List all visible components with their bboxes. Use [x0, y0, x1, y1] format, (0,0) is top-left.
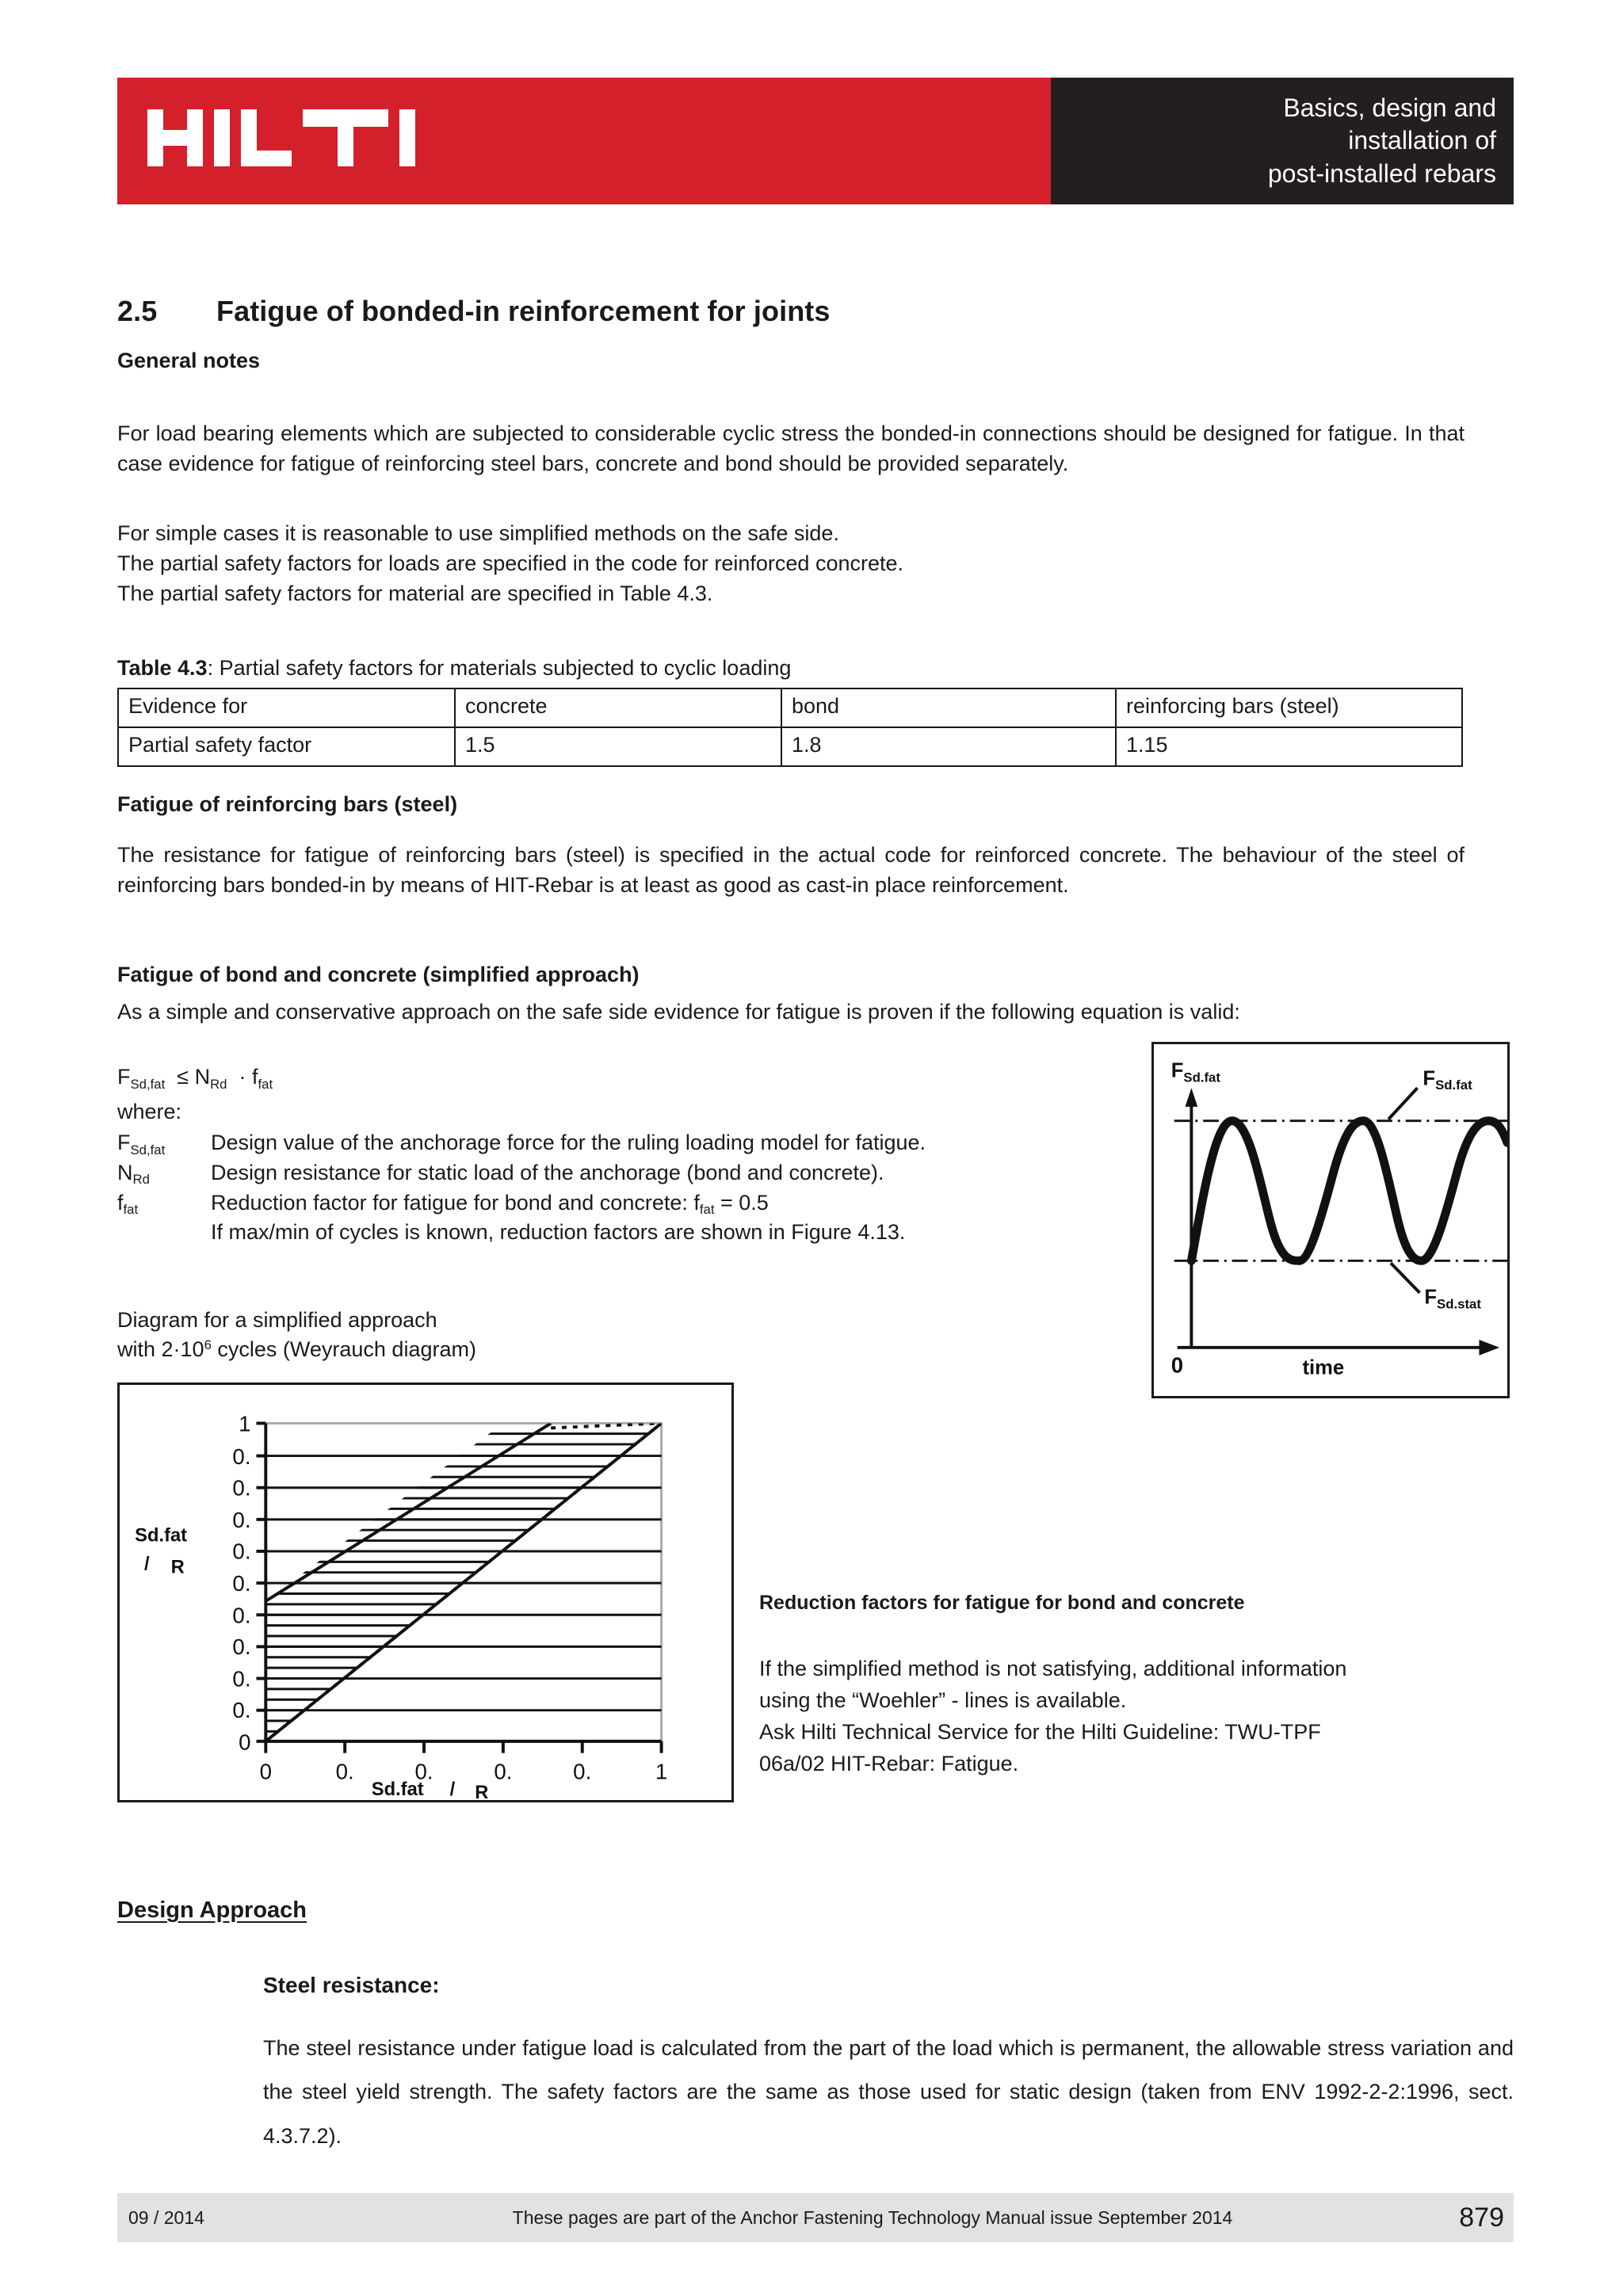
bond-fatigue-heading: Fatigue of bond and concrete (simplified approach) [117, 963, 640, 986]
weyrauch-caption [117, 1306, 476, 1365]
svg-text:0.: 0. [232, 1539, 251, 1564]
partial-safety-factors-table [117, 688, 1463, 767]
general-notes-paragraph: For load bearing elements which are subjected to considerable cyclic stress the bonded-in connections should be designed for fatigue. In that case evidence for fatigue of reinforcing steel bars, concrete and bond should be provided separately. [117, 421, 1465, 476]
svg-text:0.: 0. [232, 1444, 251, 1469]
page-footer [117, 2193, 1514, 2242]
caption-exponent: 6 [204, 1337, 212, 1353]
table-row [118, 688, 1462, 727]
bond-fatigue-intro: As a simple and conservative approach on the safe side evidence for fatigue is proven if the following equation is valid: [117, 1000, 1240, 1024]
steel-resistance-heading: Steel resistance: [263, 1973, 440, 1997]
steel-fatigue-paragraph: The resistance for fatigue of reinforcing bars (steel) is specified in the actual code for reinforced concrete. The behaviour of the steel of reinforcing bars bonded-in by means of HIT-Rebar is at least as good as cast-in place reinforcement. [117, 843, 1465, 898]
definition-text: Design value of the anchorage force for the ruling loading model for fatigue. [211, 1131, 926, 1154]
steel-resistance-block [263, 1973, 1514, 2158]
table-caption-label: Table 4.3 [117, 656, 208, 680]
svg-text:0.: 0. [232, 1634, 251, 1660]
general-notes-line-4: The partial safety factors for material are specified in Table 4.3. [117, 582, 713, 605]
table-cell: 1.15 [1116, 727, 1462, 766]
page-header [117, 78, 1514, 204]
header-title-line-1: Basics, design and [1283, 93, 1496, 122]
general-notes-heading: General notes [117, 349, 261, 372]
general-notes-line-2: For simple cases it is reasonable to use simplified methods on the safe side. [117, 521, 839, 545]
header-brand-panel [117, 78, 1051, 204]
table-row [118, 727, 1462, 766]
definition-symbol [117, 1158, 211, 1188]
symbol-base: f [117, 1190, 124, 1215]
definition-list [117, 1128, 1124, 1248]
svg-text:/: / [449, 1779, 456, 1800]
reduction-factors-line-1: If the simplified method is not satisfying, additional information [759, 1657, 1347, 1680]
svg-text:/: / [144, 1554, 150, 1575]
general-notes-line-3: The partial safety factors for loads are specified in the code for reinforced concrete. [117, 551, 904, 575]
table-cell: Evidence for [118, 688, 455, 727]
svg-text:0.: 0. [232, 1475, 251, 1501]
definition-symbol [117, 1128, 211, 1158]
svg-text:1: 1 [239, 1411, 251, 1436]
symbol-sub: Rd [132, 1172, 150, 1188]
svg-text:0.: 0. [232, 1507, 251, 1532]
page-title [117, 295, 831, 328]
footer-note: These pages are part of the Anchor Fastening Technology Manual issue September 2014 [512, 2206, 1233, 2228]
equation-factor-base: f [251, 1065, 258, 1089]
table-caption-rest: : Partial safety factors for materials subjected to cyclic loading [207, 656, 792, 680]
hilti-logo [147, 116, 480, 166]
equation-rhs-sub: Rd [210, 1076, 227, 1092]
table-cell: reinforcing bars (steel) [1116, 688, 1462, 727]
reduction-factors-line-3: Ask Hilti Technical Service for the Hilti Guideline: TWU-TPF [759, 1720, 1321, 1744]
svg-text:1: 1 [655, 1759, 668, 1784]
steel-resistance-body: The steel resistance under fatigue load is calculated from the part of the load which is permanent, the allowable stress variation and the steel yield strength. The safety factors are the same as those used for static design (taken from ENV 1992-2-2:1996, sect. 4.3.7.2). [263, 2036, 1514, 2148]
symbol-sub: fat [123, 1202, 139, 1218]
ffat-value: = 0.5 [714, 1190, 769, 1215]
definition-row [117, 1158, 1124, 1188]
reduction-factors-line-2: using the “Woehler” - lines is available. [759, 1688, 1127, 1712]
weyrauch-caption-line-1: Diagram for a simplified approach [117, 1308, 437, 1332]
svg-text:R: R [475, 1783, 489, 1800]
caption-post: cycles (Weyrauch diagram) [211, 1337, 476, 1362]
equation-rhs-base: N [194, 1065, 211, 1089]
svg-text:0: 0 [239, 1730, 251, 1755]
caption-pre: with 2·10 [117, 1337, 204, 1362]
header-title-panel [1051, 78, 1514, 204]
table-cell: bond [781, 688, 1116, 727]
sine-callout-top: $F_{Sd.fat}$ [1423, 1067, 1472, 1093]
equation-factor-sub: fat [258, 1076, 273, 1092]
y-axis-title [135, 1526, 187, 1578]
svg-text:0: 0 [259, 1759, 273, 1784]
table-cell: 1.5 [455, 727, 781, 766]
reduction-factors-line-4: 06a/02 HIT-Rebar: Fatigue. [759, 1752, 1019, 1775]
x-ticks [265, 1741, 661, 1753]
weyrauch-diagram [117, 1383, 734, 1802]
steel-fatigue-heading: Fatigue of reinforcing bars (steel) [117, 792, 458, 816]
sine-origin-label: 0 [1170, 1352, 1184, 1378]
where-label: where: [117, 1100, 182, 1123]
y-tick-labels [232, 1411, 250, 1754]
ffat-sub: fat [699, 1202, 715, 1218]
definition-symbol [117, 1188, 211, 1219]
svg-text:0.: 0. [232, 1666, 251, 1691]
svg-text:0.: 0. [573, 1759, 592, 1784]
footer-date: 09 / 2014 [128, 2206, 204, 2228]
sine-callout-bottom: $F_{Sd.stat}$ [1424, 1286, 1481, 1312]
svg-text:0.: 0. [494, 1759, 513, 1784]
section-title-text: Fatigue of bonded-in reinforcement for joints [216, 295, 831, 327]
svg-text:0.: 0. [232, 1603, 251, 1628]
definition-row [117, 1188, 1124, 1219]
table-caption [117, 656, 791, 681]
symbol-base: N [117, 1160, 133, 1184]
svg-text:0.: 0. [414, 1759, 433, 1784]
svg-text:0.: 0. [335, 1759, 354, 1784]
svg-text:0.: 0. [232, 1571, 251, 1596]
design-approach-heading: Design Approach [117, 1897, 307, 1923]
definition-continuation: If max/min of cycles is known, reduction factors are shown in Figure 4.13. [211, 1220, 906, 1245]
symbol-base: F [117, 1131, 131, 1154]
equation-lhs-base: F [117, 1065, 131, 1089]
svg-text:Sd.fat: Sd.fat [135, 1525, 188, 1547]
fatigue-equation: $F_{Sd,fat} \le N_{Rd} \cdot f_{fat}$ [117, 1065, 273, 1092]
reduction-factors-heading: Reduction factors for fatigue for bond and concrete [759, 1592, 1245, 1614]
symbol-sub: Sd,fat [130, 1142, 166, 1158]
svg-text:R: R [170, 1557, 185, 1578]
x-tick-labels [260, 1759, 668, 1783]
header-title-line-2: installation of [1348, 126, 1496, 155]
upper-bound-series [265, 1423, 551, 1600]
equation-lhs-sub: Sd,fat [130, 1076, 166, 1092]
sine-y-label: $F_{Sd.fat}$ [1170, 1059, 1220, 1085]
sine-x-axis-label: time [1302, 1356, 1345, 1379]
cyclic-load-figure [1151, 1042, 1510, 1398]
table-cell: Partial safety factor [118, 727, 455, 766]
weyrauch-caption-line-2 [117, 1335, 476, 1364]
definition-text [211, 1188, 1124, 1219]
table-cell: 1.8 [781, 727, 1116, 766]
section-number: 2.5 [117, 295, 158, 327]
table-cell: concrete [455, 688, 781, 727]
svg-text:0.: 0. [232, 1698, 251, 1723]
definition-text-main: Reduction factor for fatigue for bond and concrete: f [211, 1190, 700, 1215]
definition-text: Design resistance for static load of the anchorage (bond and concrete). [211, 1160, 884, 1184]
header-title-line-3: post-installed rebars [1267, 158, 1496, 188]
footer-page-number: 879 [1459, 2202, 1504, 2233]
definition-row [117, 1128, 1124, 1158]
svg-text:Sd.fat: Sd.fat [371, 1779, 424, 1800]
